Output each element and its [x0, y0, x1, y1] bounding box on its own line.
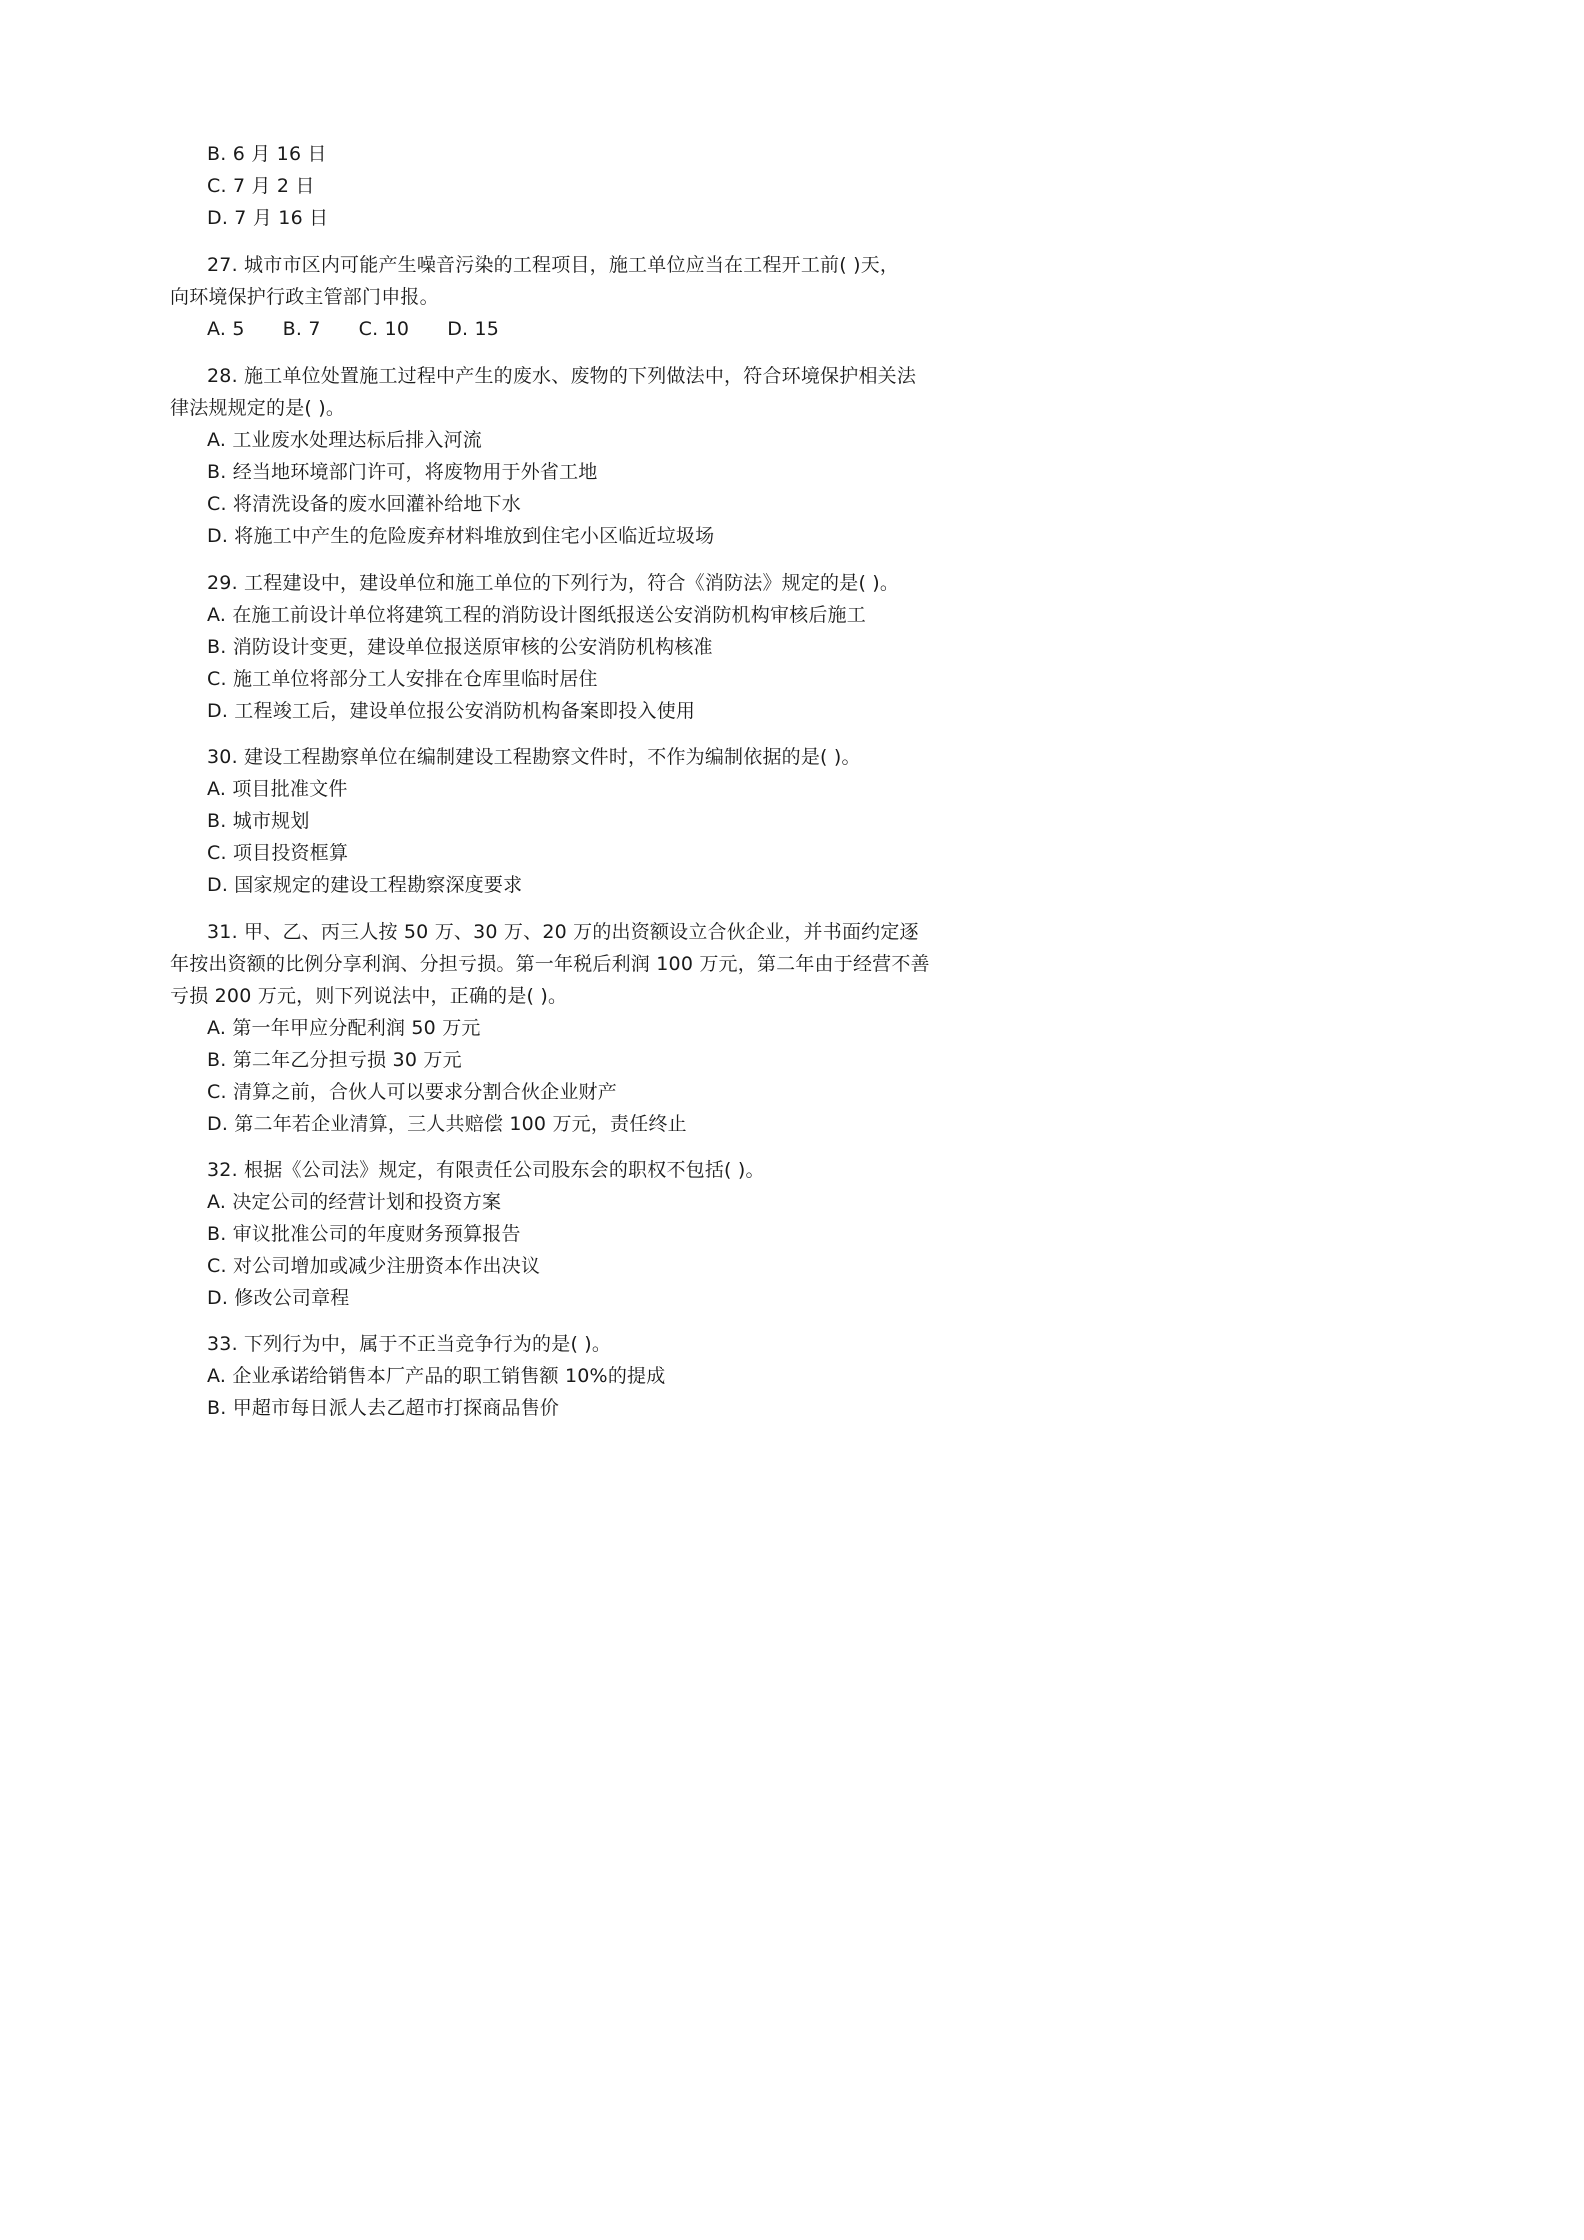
option-d: D. 工程竣工后，建设单位报公安消防机构备案即投入使用: [207, 700, 696, 722]
option-d: D. 第二年若企业清算，三人共赔偿 100 万元，责任终止: [207, 1113, 687, 1135]
option-b: B. 7: [282, 318, 321, 340]
question-29-stem: 29. 工程建设中，建设单位和施工单位的下列行为，符合《消防法》规定的是( )。: [207, 572, 900, 594]
option-b: B. 消防设计变更，建设单位报送原审核的公安消防机构核准: [207, 636, 713, 658]
question-27-stem-cont: 向环境保护行政主管部门申报。: [170, 286, 439, 308]
question-28-stem-cont: 律法规规定的是( )。: [170, 397, 346, 419]
option-b: B. 甲超市每日派人去乙超市打探商品售价: [207, 1397, 560, 1419]
question-27-options: [207, 316, 499, 342]
option-b: B. 城市规划: [207, 810, 310, 832]
option-c: C. 项目投资框算: [207, 842, 349, 864]
option-a: A. 5: [207, 318, 245, 340]
option-c: C. 清算之前，合伙人可以要求分割合伙企业财产: [207, 1081, 617, 1103]
option-a: A. 企业承诺给销售本厂产品的职工销售额 10%的提成: [207, 1365, 666, 1387]
question-31-stem-cont: 亏损 200 万元，则下列说法中，正确的是( )。: [170, 985, 568, 1007]
option-b: B. 审议批准公司的年度财务预算报告: [207, 1223, 521, 1245]
option-d: D. 15: [447, 318, 500, 340]
option-c: C. 施工单位将部分工人安排在仓库里临时居住: [207, 668, 598, 690]
option-b: B. 第二年乙分担亏损 30 万元: [207, 1049, 462, 1071]
option-d: D. 国家规定的建设工程勘察深度要求: [207, 874, 523, 896]
option-a: A. 第一年甲应分配利润 50 万元: [207, 1017, 481, 1039]
option-c: C. 10: [358, 318, 410, 340]
question-27-stem: 27. 城市市区内可能产生噪音污染的工程项目，施工单位应当在工程开工前( )天，: [207, 254, 900, 276]
option-a: A. 项目批准文件: [207, 778, 348, 800]
question-32-stem: 32. 根据《公司法》规定，有限责任公司股东会的职权不包括( )。: [207, 1159, 765, 1181]
option-d: D. 7 月 16 日: [207, 207, 329, 229]
option-c: C. 将清洗设备的废水回灌补给地下水: [207, 493, 521, 515]
option-d: D. 修改公司章程: [207, 1287, 350, 1309]
option-c: C. 7 月 2 日: [207, 175, 315, 197]
option-b: B. 经当地环境部门许可，将废物用于外省工地: [207, 461, 598, 483]
question-31-stem: 31. 甲、乙、丙三人按 50 万、30 万、20 万的出资额设立合伙企业，并书面约定逐: [207, 921, 919, 943]
option-b: B. 6 月 16 日: [207, 143, 327, 165]
option-a: A. 工业废水处理达标后排入河流: [207, 429, 482, 451]
document-page: [0, 0, 1104, 1560]
option-d: D. 将施工中产生的危险废弃材料堆放到住宅小区临近垃圾场: [207, 525, 715, 547]
option-a: A. 决定公司的经营计划和投资方案: [207, 1191, 502, 1213]
question-30-stem: 30. 建设工程勘察单位在编制建设工程勘察文件时，不作为编制依据的是( )。: [207, 746, 861, 768]
option-a: A. 在施工前设计单位将建筑工程的消防设计图纸报送公安消防机构审核后施工: [207, 604, 866, 626]
question-31-stem-cont: 年按出资额的比例分享利润、分担亏损。第一年税后利润 100 万元，第二年由于经营不善: [170, 953, 930, 975]
question-33-stem: 33. 下列行为中，属于不正当竞争行为的是( )。: [207, 1333, 612, 1355]
option-c: C. 对公司增加或减少注册资本作出决议: [207, 1255, 541, 1277]
question-28-stem: 28. 施工单位处置施工过程中产生的废水、废物的下列做法中，符合环境保护相关法: [207, 365, 917, 387]
